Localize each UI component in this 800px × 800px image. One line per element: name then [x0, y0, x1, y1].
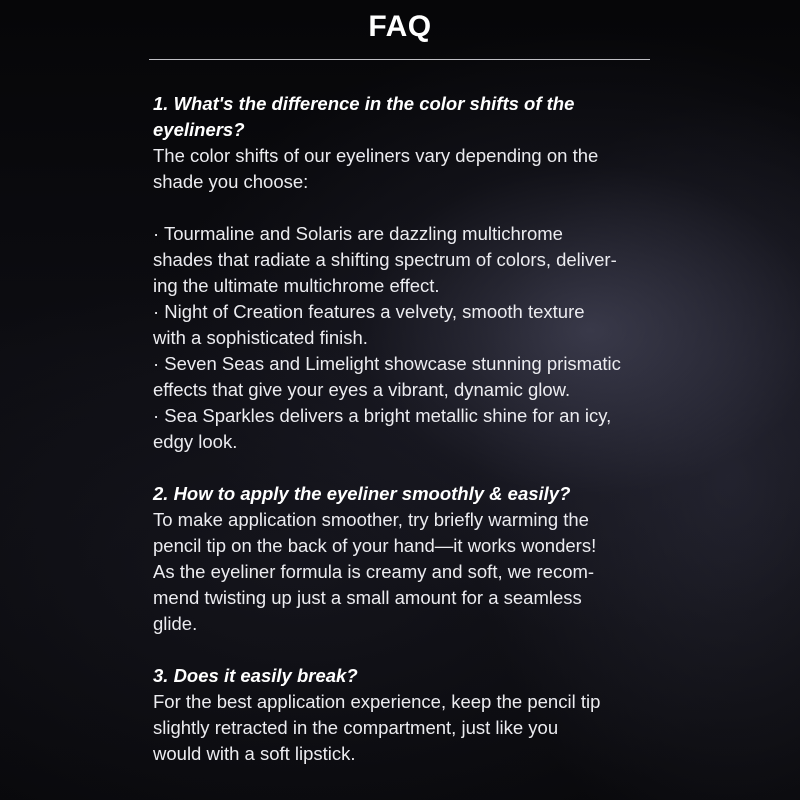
answer-line: For the best application experience, keep the pencil tip	[153, 691, 601, 712]
answer-line: As the eyeliner formula is creamy and soft, we recom-	[153, 561, 595, 582]
bullet-line: ing the ultimate multichrome effect.	[153, 275, 440, 296]
faq-question-3	[153, 663, 663, 689]
bullet-item-night-of-creation	[153, 299, 663, 351]
bullet-line: · Sea Sparkles delivers a bright metallic shine for an icy,	[153, 405, 612, 426]
paragraph-gap	[153, 195, 663, 221]
bullet-line: · Seven Seas and Limelight showcase stunning prismatic	[153, 353, 621, 374]
faq-item-1	[153, 91, 663, 455]
answer-line: would with a soft lipstick.	[153, 743, 356, 764]
bullet-line: edgy look.	[153, 431, 238, 452]
faq-answer-3	[153, 689, 663, 767]
faq-item-3	[153, 663, 663, 767]
answer-line: To make application smoother, try briefly warming the	[153, 509, 589, 530]
bullet-line: shades that radiate a shifting spectrum of colors, deliver-	[153, 249, 617, 270]
question-line: 1. What's the difference in the color shifts of the	[153, 93, 575, 114]
faq-answer-1	[153, 143, 663, 455]
bullet-line: · Night of Creation features a velvety, smooth texture	[153, 301, 585, 322]
answer-line: The color shifts of our eyeliners vary depending on the	[153, 145, 599, 166]
answer-line: glide.	[153, 613, 198, 634]
answer-line: shade you choose:	[153, 171, 309, 192]
bullet-line: with a sophisticated finish.	[153, 327, 368, 348]
title-divider	[149, 59, 650, 60]
bullet-line: · Tourmaline and Solaris are dazzling multichrome	[153, 223, 563, 244]
faq-item-2	[153, 481, 663, 637]
bullet-item-sea-sparkles	[153, 403, 663, 455]
answer-line: pencil tip on the back of your hand—it works wonders!	[153, 535, 597, 556]
bullet-item-tourmaline-solaris	[153, 221, 663, 299]
question-line: 3. Does it easily break?	[153, 665, 358, 686]
question-line: eyeliners?	[153, 119, 245, 140]
bullet-item-seven-seas-limelight	[153, 351, 663, 403]
faq-question-1	[153, 91, 663, 143]
faq-answer-2	[153, 507, 663, 637]
faq-question-2	[153, 481, 663, 507]
faq-content	[153, 91, 663, 793]
page-title: FAQ	[368, 10, 432, 43]
bullet-line: effects that give your eyes a vibrant, dynamic glow.	[153, 379, 571, 400]
answer-line: mend twisting up just a small amount for a seamless	[153, 587, 582, 608]
answer-line: slightly retracted in the compartment, just like you	[153, 717, 559, 738]
question-line: 2. How to apply the eyeliner smoothly & easily?	[153, 483, 571, 504]
